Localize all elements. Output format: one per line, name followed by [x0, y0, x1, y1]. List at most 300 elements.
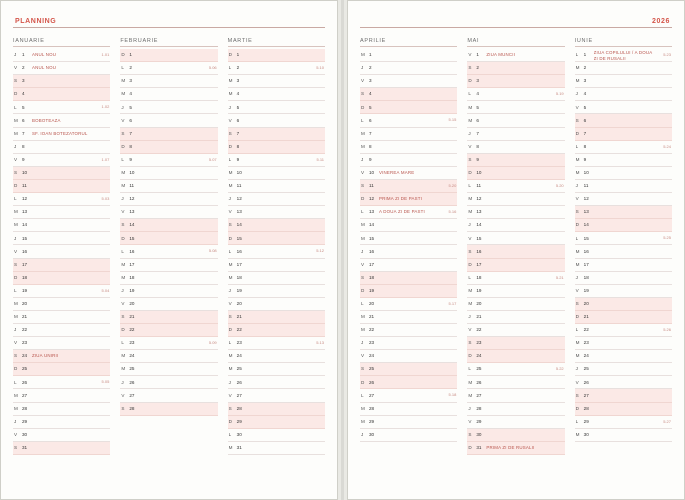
month-name: FEBRUARIE [120, 38, 217, 47]
day-of-week: D [121, 327, 125, 333]
day-row[interactable] [228, 101, 325, 114]
day-row[interactable] [360, 337, 457, 350]
day-number: 11 [476, 183, 482, 189]
day-of-week: M [361, 143, 365, 149]
day-number: 10 [476, 170, 482, 176]
day-row[interactable] [228, 206, 325, 219]
day-row[interactable] [228, 311, 325, 324]
week-marker: 5.26 [663, 326, 671, 332]
day-of-week: L [468, 274, 471, 280]
day-row[interactable] [360, 88, 457, 101]
day-number: 12 [22, 196, 28, 202]
day-row[interactable] [360, 232, 457, 245]
day-of-week: V [361, 78, 365, 84]
day-row[interactable] [575, 154, 672, 167]
day-row[interactable] [467, 154, 564, 167]
day-row[interactable] [467, 442, 564, 455]
day-row[interactable] [467, 259, 564, 272]
day-row[interactable] [120, 101, 217, 114]
day-row[interactable] [228, 363, 325, 376]
day-number: 7 [583, 130, 587, 136]
day-of-week: L [575, 52, 579, 58]
day-of-week: V [228, 209, 232, 215]
holiday-note: ANUL NOU [32, 65, 57, 71]
day-row[interactable] [228, 88, 325, 101]
day-number: 27 [369, 392, 375, 398]
day-row[interactable] [467, 180, 564, 193]
day-row[interactable] [360, 206, 457, 219]
day-row[interactable] [360, 272, 457, 285]
day-row[interactable] [575, 141, 672, 154]
day-of-week: M [575, 261, 580, 267]
day-row[interactable] [13, 232, 110, 245]
day-of-week: D [121, 143, 125, 149]
day-row[interactable] [228, 259, 325, 272]
day-number: 30 [583, 431, 589, 437]
day-number: 3 [236, 78, 240, 84]
day-number: 13 [129, 209, 135, 215]
day-row[interactable] [575, 376, 672, 389]
day-row[interactable] [360, 180, 457, 193]
day-of-week: M [228, 261, 233, 267]
day-number: 21 [369, 314, 375, 320]
day-row[interactable] [13, 442, 110, 455]
day-row[interactable] [575, 193, 672, 206]
day-row[interactable] [228, 350, 325, 363]
day-of-week: J [575, 91, 578, 97]
day-row[interactable] [120, 167, 217, 180]
day-row[interactable] [13, 167, 110, 180]
day-number: 23 [236, 340, 242, 346]
day-row[interactable] [120, 49, 217, 62]
day-row[interactable] [120, 403, 217, 416]
day-of-week: L [14, 379, 17, 385]
day-row[interactable] [360, 259, 457, 272]
day-number: 14 [583, 222, 589, 228]
day-row[interactable] [575, 311, 672, 324]
day-row[interactable] [228, 167, 325, 180]
day-of-week: S [361, 366, 365, 372]
day-number: 19 [369, 287, 375, 293]
day-row[interactable] [120, 337, 217, 350]
day-row[interactable] [120, 154, 217, 167]
day-of-week: V [468, 52, 472, 58]
holiday-note: PRIMA ZI DE RUSALII [486, 445, 535, 450]
day-number: 23 [476, 340, 482, 346]
day-number: 7 [476, 130, 479, 136]
day-row[interactable] [575, 259, 672, 272]
day-row[interactable] [467, 285, 564, 298]
day-row[interactable] [228, 62, 325, 75]
day-row[interactable] [575, 167, 672, 180]
day-row[interactable] [467, 219, 564, 232]
day-number: 14 [129, 222, 135, 228]
day-number: 24 [129, 353, 135, 359]
day-row[interactable] [575, 88, 672, 101]
day-row[interactable] [575, 429, 672, 442]
day-row[interactable] [575, 206, 672, 219]
day-of-week: D [468, 170, 472, 176]
day-row[interactable] [360, 219, 457, 232]
day-row[interactable] [228, 193, 325, 206]
day-row[interactable] [228, 114, 325, 127]
day-row[interactable] [575, 219, 672, 232]
day-row[interactable] [13, 376, 110, 389]
day-row[interactable] [13, 416, 110, 429]
day-row[interactable] [13, 128, 110, 141]
day-number: 21 [236, 314, 242, 320]
day-row[interactable] [228, 128, 325, 141]
day-of-week: V [468, 235, 472, 241]
day-row[interactable] [13, 350, 110, 363]
day-of-week: D [121, 235, 125, 241]
day-row[interactable] [575, 389, 672, 402]
week-marker: 5.04 [101, 287, 110, 293]
day-row[interactable] [228, 337, 325, 350]
day-row[interactable] [575, 403, 672, 416]
day-number: 21 [129, 314, 135, 320]
week-marker: 5.10 [316, 65, 324, 71]
day-row[interactable] [13, 259, 110, 272]
day-row[interactable] [120, 219, 217, 232]
day-of-week: D [575, 222, 579, 228]
holiday-note: ZIUA UNIRII [32, 353, 59, 359]
day-row[interactable] [575, 324, 672, 337]
day-row[interactable] [13, 206, 110, 219]
day-row[interactable] [228, 49, 325, 62]
day-row[interactable] [575, 363, 672, 376]
day-row[interactable] [13, 88, 110, 101]
day-row[interactable] [360, 350, 457, 363]
day-row[interactable] [575, 49, 672, 62]
day-of-week: M [468, 117, 473, 123]
day-row[interactable] [13, 363, 110, 376]
day-row[interactable] [13, 311, 110, 324]
day-number: 1 [369, 52, 372, 58]
day-row[interactable] [575, 416, 672, 429]
day-of-week: S [575, 209, 579, 215]
day-of-week: S [121, 222, 125, 228]
week-marker: 5.03 [101, 196, 110, 202]
day-of-week: L [361, 117, 364, 123]
day-row[interactable] [467, 101, 564, 114]
day-number: 23 [369, 340, 375, 346]
day-row[interactable] [228, 429, 325, 442]
day-number: 29 [236, 418, 242, 424]
holiday-note: ANUL NOU [32, 52, 57, 58]
day-row[interactable] [360, 376, 457, 389]
day-of-week: M [14, 392, 18, 398]
day-row[interactable] [228, 285, 325, 298]
day-row[interactable] [120, 311, 217, 324]
day-number: 2 [236, 65, 240, 71]
day-number: 10 [22, 170, 28, 176]
day-row[interactable] [467, 403, 564, 416]
day-row[interactable] [228, 272, 325, 285]
day-row[interactable] [360, 311, 457, 324]
day-row[interactable] [467, 114, 564, 127]
day-row[interactable] [13, 219, 110, 232]
day-row[interactable] [360, 389, 457, 402]
day-of-week: D [468, 261, 472, 267]
day-row[interactable] [13, 324, 110, 337]
day-row[interactable] [13, 298, 110, 311]
day-row[interactable] [467, 193, 564, 206]
day-of-week: J [121, 104, 124, 110]
day-row[interactable] [228, 376, 325, 389]
day-row[interactable] [360, 75, 457, 88]
day-row[interactable] [575, 245, 672, 258]
day-row[interactable] [13, 49, 110, 62]
day-row[interactable] [575, 298, 672, 311]
day-row[interactable] [467, 311, 564, 324]
day-number: 17 [369, 261, 375, 267]
day-row[interactable] [575, 337, 672, 350]
day-row[interactable] [467, 337, 564, 350]
day-row[interactable] [467, 298, 564, 311]
day-row[interactable] [13, 403, 110, 416]
day-number: 22 [236, 327, 242, 333]
day-number: 1 [22, 52, 25, 58]
day-row[interactable] [13, 272, 110, 285]
day-row[interactable] [13, 101, 110, 114]
day-row[interactable] [575, 62, 672, 75]
day-row[interactable] [575, 114, 672, 127]
day-number: 25 [22, 366, 28, 372]
day-row[interactable] [228, 154, 325, 167]
day-of-week: S [468, 431, 472, 437]
day-row[interactable] [360, 128, 457, 141]
day-number: 12 [236, 196, 242, 202]
day-row[interactable] [467, 75, 564, 88]
day-row[interactable] [467, 272, 564, 285]
day-row[interactable] [360, 49, 457, 62]
day-row[interactable] [467, 350, 564, 363]
day-number: 23 [583, 340, 589, 346]
day-row[interactable] [13, 285, 110, 298]
day-row[interactable] [120, 62, 217, 75]
day-row[interactable] [120, 363, 217, 376]
week-marker: 5.25 [663, 235, 671, 241]
holiday-note: A DOUA ZI DE PASTI [379, 209, 425, 215]
day-row[interactable] [120, 232, 217, 245]
day-number: 16 [236, 248, 242, 254]
day-of-week: L [14, 196, 17, 202]
day-number: 14 [476, 222, 482, 228]
day-row[interactable] [360, 363, 457, 376]
day-row[interactable] [467, 88, 564, 101]
day-row[interactable] [467, 324, 564, 337]
day-row[interactable] [120, 128, 217, 141]
day-row[interactable] [228, 442, 325, 455]
day-of-week: J [361, 248, 364, 254]
day-row[interactable] [228, 232, 325, 245]
day-of-week: J [575, 366, 578, 372]
day-row[interactable] [120, 259, 217, 272]
day-of-week: J [228, 196, 231, 202]
day-row[interactable] [575, 232, 672, 245]
day-row[interactable] [120, 114, 217, 127]
day-number: 17 [583, 261, 589, 267]
day-row[interactable] [228, 298, 325, 311]
week-marker: 5.16 [448, 209, 457, 215]
day-row[interactable] [360, 167, 457, 180]
day-of-week: S [121, 314, 125, 320]
day-of-week: J [14, 143, 17, 149]
day-row[interactable] [228, 245, 325, 258]
day-row[interactable] [13, 141, 110, 154]
day-row[interactable] [13, 62, 110, 75]
day-number: 11 [583, 183, 589, 189]
day-row[interactable] [360, 298, 457, 311]
day-number: 13 [583, 209, 589, 215]
day-of-week: D [575, 130, 579, 136]
day-number: 13 [236, 209, 242, 215]
day-row[interactable] [13, 75, 110, 88]
day-row[interactable] [467, 416, 564, 429]
day-row[interactable] [120, 272, 217, 285]
day-row[interactable] [228, 416, 325, 429]
day-of-week: J [228, 379, 231, 385]
day-number: 8 [236, 143, 240, 149]
day-row[interactable] [575, 75, 672, 88]
day-of-week: M [228, 170, 233, 176]
day-of-week: M [228, 91, 233, 97]
day-of-week: D [14, 274, 18, 280]
day-row[interactable] [360, 62, 457, 75]
day-row[interactable] [120, 88, 217, 101]
day-of-week: S [121, 130, 125, 136]
day-of-week: M [361, 52, 365, 58]
day-row[interactable] [13, 114, 110, 127]
day-row[interactable] [228, 403, 325, 416]
day-number: 16 [129, 248, 135, 254]
day-row[interactable] [360, 403, 457, 416]
day-row[interactable] [467, 376, 564, 389]
day-row[interactable] [467, 363, 564, 376]
day-row[interactable] [120, 285, 217, 298]
day-row[interactable] [13, 429, 110, 442]
day-row[interactable] [467, 232, 564, 245]
day-of-week: V [14, 340, 18, 346]
day-row[interactable] [467, 141, 564, 154]
day-row[interactable] [360, 285, 457, 298]
day-row[interactable] [360, 141, 457, 154]
day-of-week: M [361, 130, 365, 136]
day-row[interactable] [13, 180, 110, 193]
day-of-week: L [228, 431, 232, 437]
day-row[interactable] [120, 141, 217, 154]
day-of-week: L [121, 156, 124, 162]
day-row[interactable] [228, 389, 325, 402]
day-row[interactable] [467, 49, 564, 62]
holiday-note: PRIMA ZI DE PASTI [379, 196, 423, 202]
day-of-week: M [228, 78, 233, 84]
day-of-week: J [468, 314, 471, 320]
day-row[interactable] [467, 167, 564, 180]
week-marker: 5.27 [663, 418, 671, 424]
day-of-week: V [361, 353, 365, 359]
day-row[interactable] [360, 154, 457, 167]
week-marker: 1.01 [101, 52, 110, 57]
day-row[interactable] [575, 350, 672, 363]
day-row[interactable] [467, 245, 564, 258]
day-row[interactable] [228, 141, 325, 154]
week-marker: 5.20 [448, 182, 457, 188]
day-of-week: M [121, 353, 126, 359]
day-number: 16 [476, 248, 482, 254]
day-row[interactable] [120, 75, 217, 88]
day-row[interactable] [228, 324, 325, 337]
day-of-week: M [228, 445, 233, 450]
day-row[interactable] [360, 114, 457, 127]
day-number: 7 [236, 130, 240, 136]
day-row[interactable] [575, 101, 672, 114]
day-row[interactable] [575, 285, 672, 298]
day-row[interactable] [360, 416, 457, 429]
day-row[interactable] [120, 180, 217, 193]
day-of-week: S [361, 91, 365, 97]
day-row[interactable] [575, 180, 672, 193]
day-number: 11 [236, 183, 242, 189]
day-row[interactable] [360, 101, 457, 114]
day-of-week: J [14, 235, 17, 241]
day-row[interactable] [13, 337, 110, 350]
day-row[interactable] [120, 206, 217, 219]
day-row[interactable] [13, 193, 110, 206]
day-row[interactable] [467, 206, 564, 219]
day-row[interactable] [467, 62, 564, 75]
day-row[interactable] [228, 180, 325, 193]
day-row[interactable] [120, 298, 217, 311]
day-of-week: M [575, 431, 580, 437]
day-number: 4 [236, 91, 240, 97]
day-row[interactable] [120, 350, 217, 363]
day-row[interactable] [467, 429, 564, 442]
day-row[interactable] [13, 245, 110, 258]
day-row[interactable] [120, 193, 217, 206]
day-of-week: J [468, 130, 471, 136]
day-of-week: D [14, 366, 18, 372]
week-marker: 1.07 [101, 156, 110, 162]
day-number: 9 [129, 156, 132, 162]
day-row[interactable] [575, 128, 672, 141]
day-number: 10 [236, 170, 242, 176]
day-row[interactable] [575, 272, 672, 285]
day-row[interactable] [13, 389, 110, 402]
day-row[interactable] [360, 193, 457, 206]
day-row[interactable] [13, 154, 110, 167]
day-row[interactable] [120, 376, 217, 389]
day-row[interactable] [120, 245, 217, 258]
day-row[interactable] [467, 128, 564, 141]
day-number: 30 [476, 431, 482, 437]
day-row[interactable] [120, 389, 217, 402]
day-row[interactable] [228, 75, 325, 88]
day-of-week: M [575, 156, 580, 162]
day-row[interactable] [360, 324, 457, 337]
day-row[interactable] [360, 245, 457, 258]
day-of-week: M [468, 287, 473, 293]
week-marker: 5.18 [448, 392, 457, 398]
day-number: 18 [583, 274, 589, 280]
day-row[interactable] [228, 219, 325, 232]
day-of-week: S [14, 170, 18, 176]
left-month-columns [11, 38, 327, 455]
day-row[interactable] [467, 389, 564, 402]
day-row[interactable] [120, 324, 217, 337]
day-row[interactable] [360, 429, 457, 442]
